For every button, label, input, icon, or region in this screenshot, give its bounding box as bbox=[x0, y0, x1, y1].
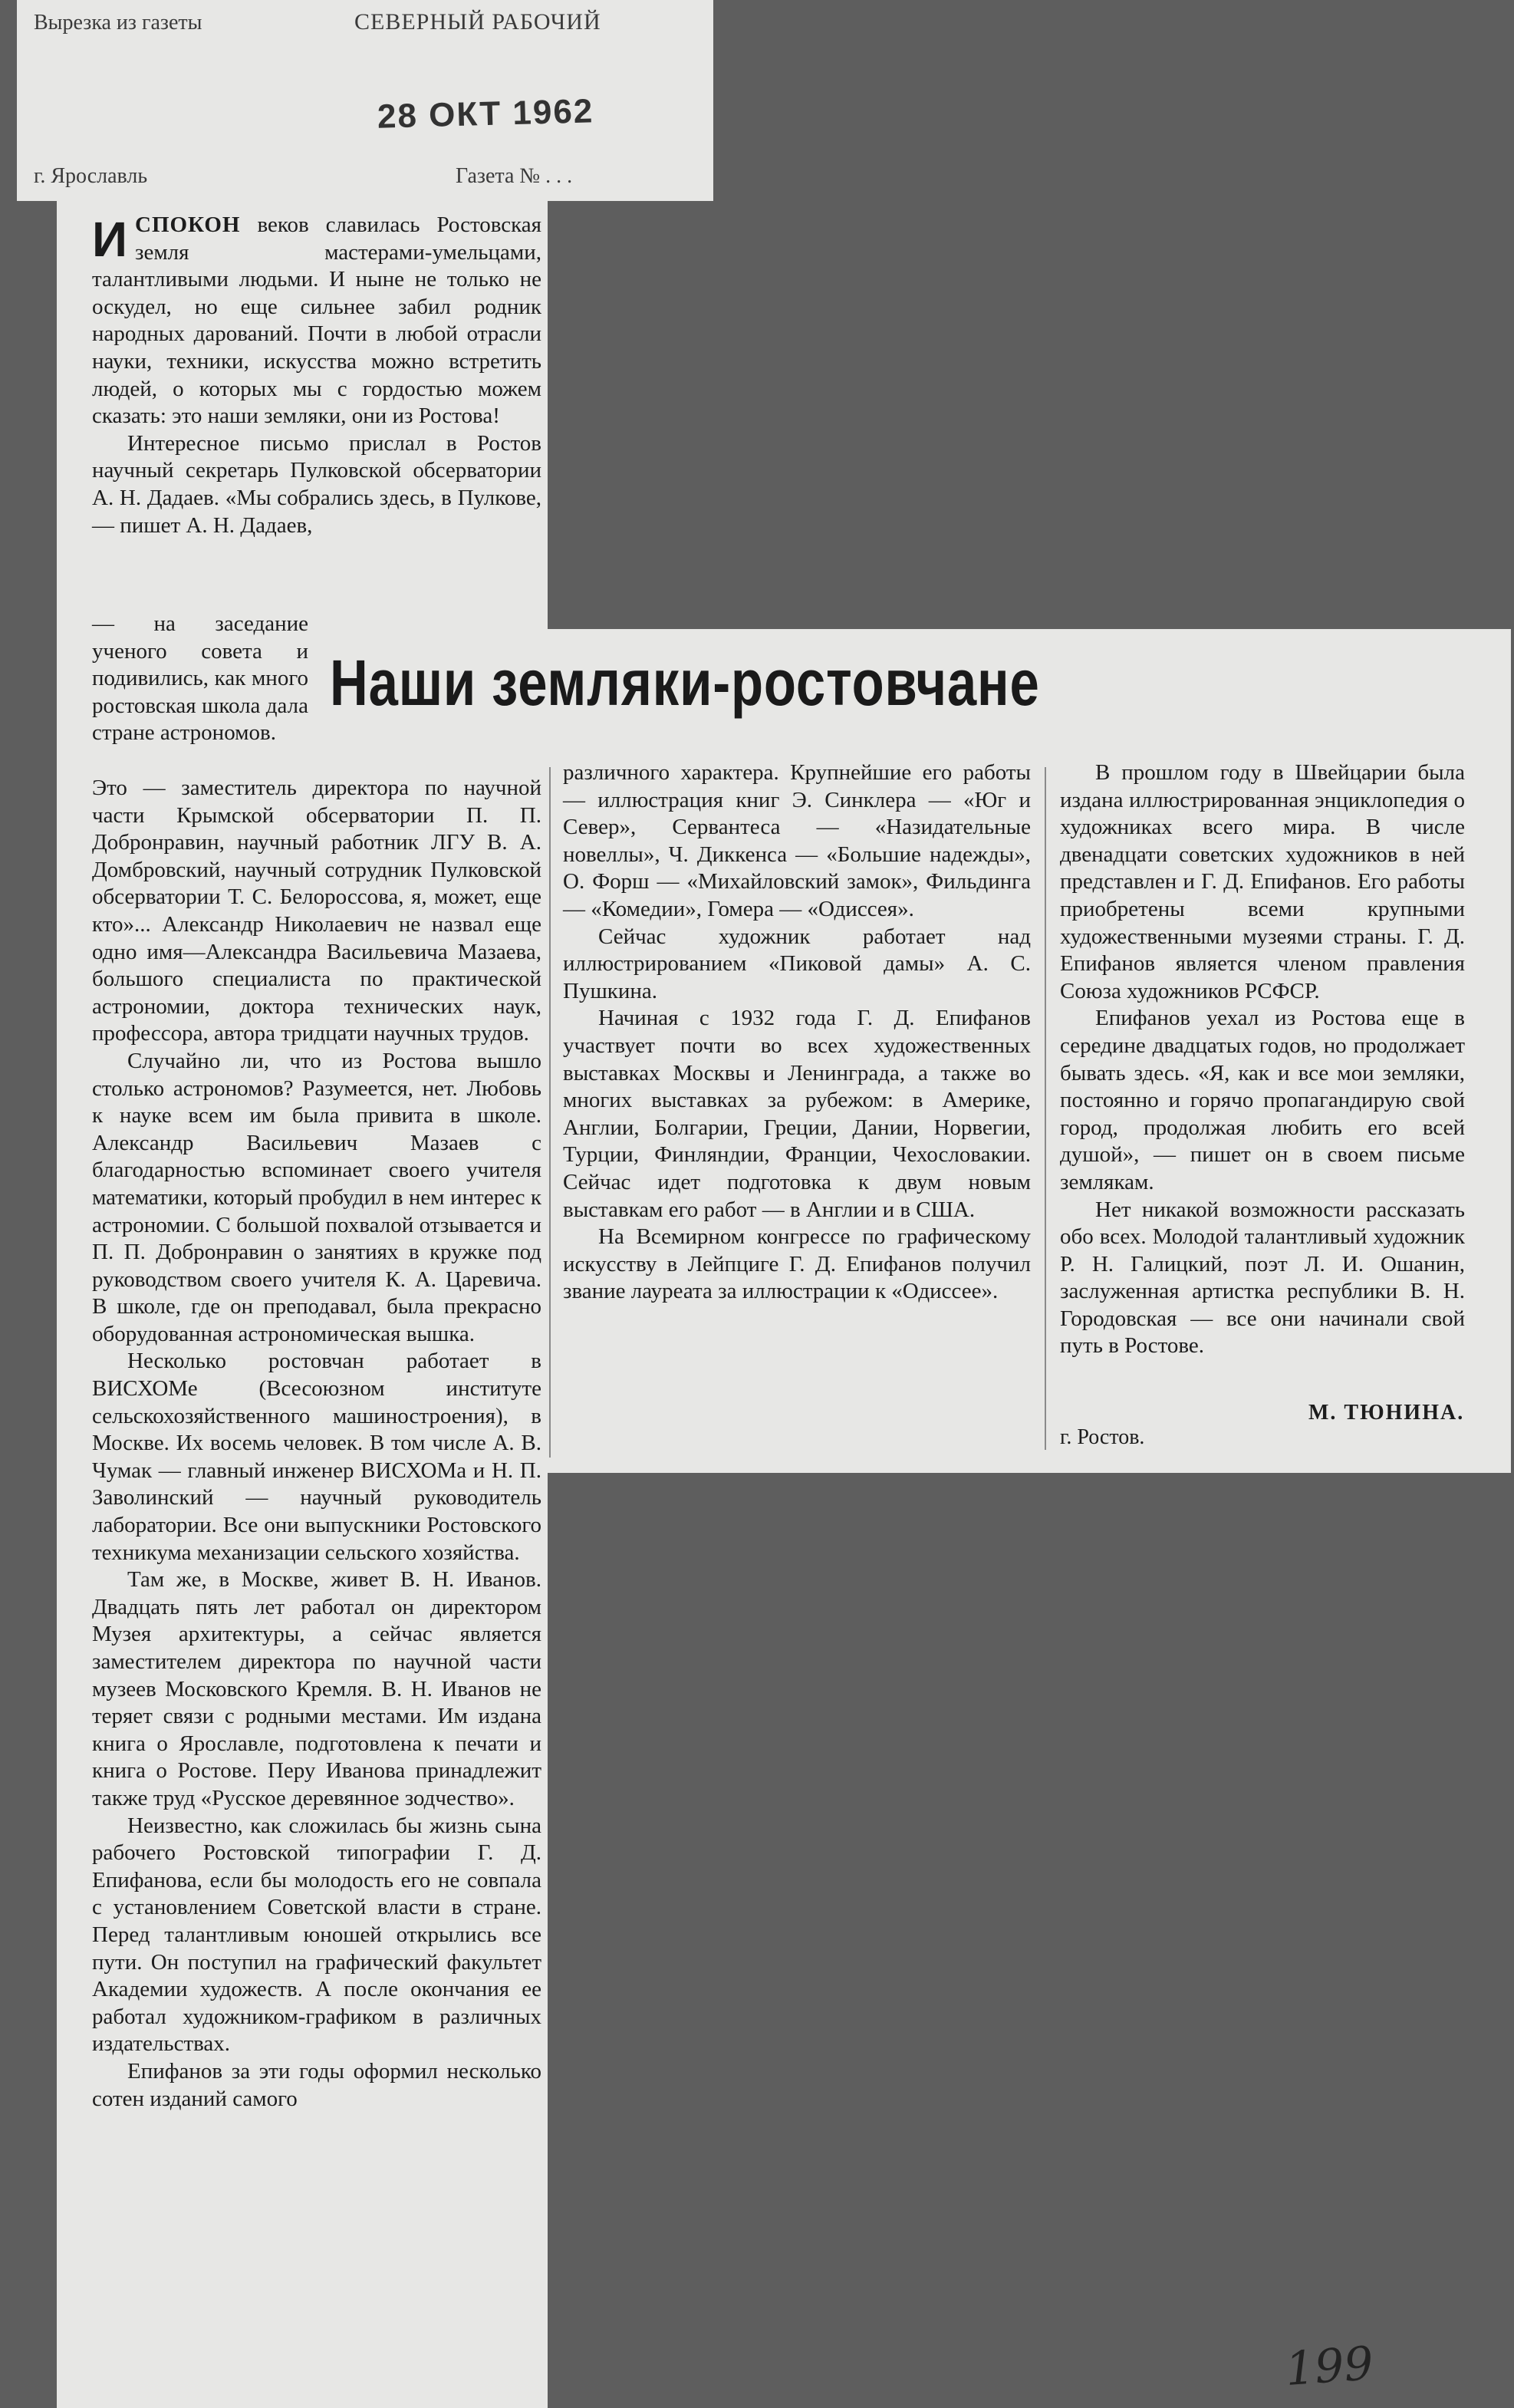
article-column-3 bbox=[1060, 759, 1465, 1360]
city-label: г. Ярославль bbox=[34, 164, 148, 188]
paragraph: На Всемирном конгрессе по графическому искусству в Лейпциге Г. Д. Епифанов получил звание лауреата за иллюстрации к «Одиссее». bbox=[563, 1224, 1031, 1304]
column-rule bbox=[549, 767, 551, 1458]
dateline-place: г. Ростов. bbox=[1060, 1425, 1145, 1449]
paragraph: Епифанов за эти годы оформил несколько сотен изданий самого bbox=[92, 2058, 541, 2111]
issue-label: Газета № . . . bbox=[456, 164, 573, 188]
article-column-1-top bbox=[92, 212, 541, 539]
author-signature: М. ТЮНИНА. bbox=[1308, 1401, 1465, 1425]
paragraph: Нет никакой возможности рассказать обо всех. Молодой талантливый художник Р. Н. Галицкий, поэт Л. И. Ошанин, заслуженная артистка республики В. Н. Городовская — все они начинали свой путь в Ростове. bbox=[1060, 1197, 1465, 1359]
paragraph: Интересное письмо прислал в Ростов научный секретарь Пулковской обсерватории А. Н. Дадаев. «Мы собрались здесь, в Пулкове, — пишет А. Н. Дадаев, bbox=[92, 430, 541, 538]
newspaper-name: СЕВЕРНЫЙ РАБОЧИЙ bbox=[354, 9, 601, 35]
article-column-2 bbox=[563, 759, 1031, 1306]
paragraph: Там же, в Москве, живет В. Н. Иванов. Двадцать пять лет работал он директором Музея архитектуры, а сейчас является заместителем директора по научной части музеев Московского Кремля. В. Н. Иванов не теряет связи с родными местами. Им издана книга о Ярославле, подготовлена к печати и книга о Ростове. Перу Иванова принадлежит также труд «Русское деревянное зодчество». bbox=[92, 1567, 541, 1810]
date-stamp: 28 ОКТ 1962 bbox=[377, 92, 594, 136]
paragraph: Епифанов уехал из Ростова еще в середине двадцатых годов, но продолжает бывать здесь. «Я, как и все мои земляки, постоянно и горячо пропагандирую свой город, продолжая любить его всей душой», — пишет он в своем письме землякам. bbox=[1060, 1006, 1465, 1194]
paragraph: Случайно ли, что из Ростова вышло столько астрономов? Разумеется, нет. Любовь к науке всем им была привита в школе. Александр Васильевич Мазаев с благодарностью вспоминает своего учителя математики, который пробудил в нем интерес к астрономии. С большой похвалой отзывается и П. П. Добронравин о занятиях в кружке под руководством своего учителя К. А. Царевича. В школе, где он преподавал, была прекрасно оборудованная астрономическая вышка. bbox=[92, 1048, 541, 1346]
article-headline: Наши земляки-ростовчане bbox=[330, 647, 1040, 719]
column-rule bbox=[1045, 767, 1046, 1450]
paragraph: различного характера. Крупнейшие его работы — иллюстрация книг Э. Синклера — «Юг и Север», Сервантеса — «Назидательные новеллы», Ч. Диккенса — «Большие надежды», О. Форш — «Михайловский замок», Фильдинга — «Комедии», Гомера — «Одиссея». bbox=[563, 760, 1031, 921]
lead-word: СПОКОН bbox=[135, 212, 241, 237]
article-column-1-narrow bbox=[92, 611, 308, 747]
article-column-1-rest bbox=[92, 775, 541, 2113]
paragraph: Сейчас художник работает над иллюстрированием «Пиковой дамы» А. С. Пушкина. bbox=[563, 924, 1031, 1003]
handwritten-page-number: 199 bbox=[1283, 2337, 1375, 2396]
paragraph: Неизвестно, как сложилась бы жизнь сына рабочего Ростовской типографии Г. Д. Епифанова, если бы молодость его не совпала с установлением Советской власти в стране. Перед талантливым юношей открылись все пути. Он поступил на графический факультет Академии художеств. А после окончания ее работал художником-графиком в различных издательствах. bbox=[92, 1813, 541, 2057]
lead-text: веков славилась Ростовская земля мастерами-умельцами, талантливыми людьми. И ныне не только не оскудел, но еще сильнее забил родник народных дарований. Почти в любой отрасли науки, техники, искусства можно встретить людей, о которых мы с гордостью можем сказать: это наши земляки, они из Ростова! bbox=[92, 212, 541, 429]
paragraph-narrow: — на заседание ученого совета и подивились, как много ростовская школа дала стране астрономов. bbox=[92, 611, 308, 746]
paragraph: Несколько ростовчан работает в ВИСХОМе (Всесоюзном институте сельскохозяйственного машиностроения), в Москве. Их восемь человек. В том числе А. В. Чумак — главный инженер ВИСХОМа и Н. П. Заволинский — научный руководитель лаборатории. Все они выпускники Ростовского техникума механизации сельского хозяйства. bbox=[92, 1349, 541, 1565]
drop-cap: И bbox=[92, 212, 127, 267]
paragraph: Это — заместитель директора по научной части Крымской обсерватории П. П. Добронравин, научный работник ЛГУ В. А. Домбровский, научный сотрудник Пулковской обсерватории Т. С. Белороссова, я, может, еще кто»... Александр Николаевич не назвал еще одно имя—Александра Васильевича Мазаева, большого специалиста по практической астрономии, доктора технических наук, профессора, автора тридцати научных трудов. bbox=[92, 776, 541, 1046]
paragraph: Начиная с 1932 года Г. Д. Епифанов участвует почти во всех художественных выставках Москвы и Ленинграда, а также во многих выставках за рубежом: в Америке, Англии, Болгарии, Греции, Дании, Норвегии, Турции, Финляндии, Франции, Чехословакии. Сейчас идет подготовка к двум новым выставкам его работ — в Англии и в США. bbox=[563, 1006, 1031, 1222]
paragraph: В прошлом году в Швейцарии была издана иллюстрированная энциклопедия о художниках всего мира. В числе двенадцати советских художников в ней представлен и Г. Д. Епифанов. Его работы приобретены всеми крупными художественными музеями страны. Г. Д. Епифанов является членом правления Союза художников РСФСР. bbox=[1060, 760, 1465, 1003]
paragraph-lead bbox=[92, 212, 541, 430]
clipping-label: Вырезка из газеты bbox=[34, 11, 202, 35]
